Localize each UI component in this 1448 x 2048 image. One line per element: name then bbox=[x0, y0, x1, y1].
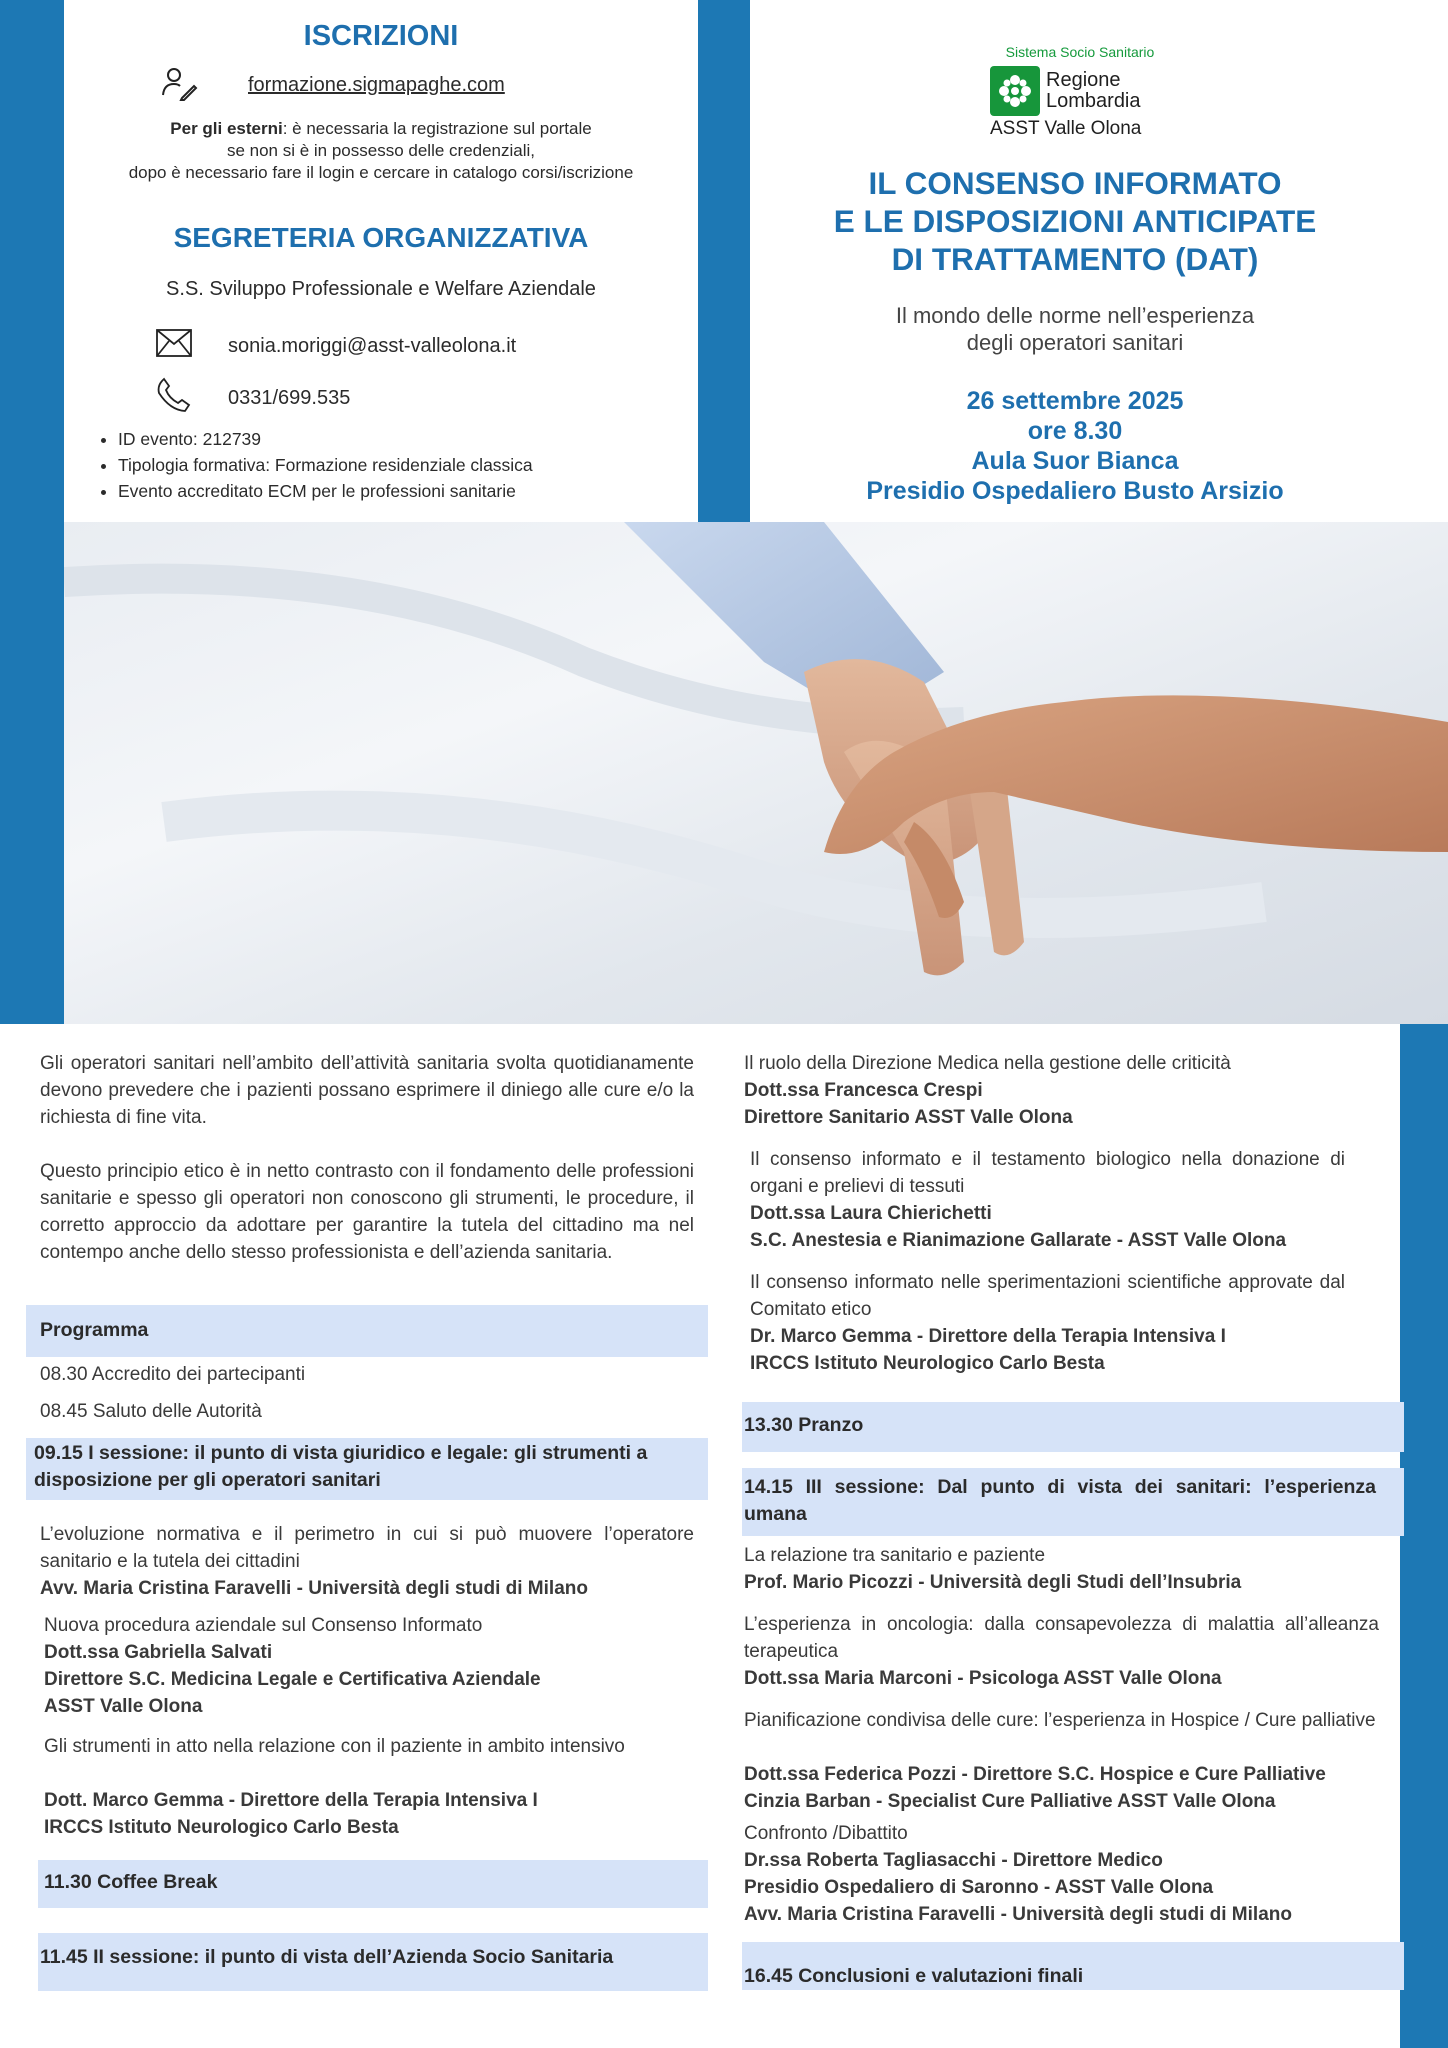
talk-8-speaker: Dott.ssa Maria Marconi - Psicologa ASST Valle Olona bbox=[744, 1668, 1222, 1689]
debate-speaker-2: Presidio Ospedaliero di Saronno - ASST Valle Olona bbox=[744, 1877, 1214, 1898]
event-title-line-3: DI TRATTAMENTO (DAT) bbox=[891, 241, 1259, 277]
segreteria-title: SEGRETERIA ORGANIZZATIVA bbox=[173, 222, 589, 253]
talk-5-speaker-2: S.C. Anestesia e Rianimazione Gallarate - ASST Valle Olona bbox=[750, 1230, 1287, 1251]
talk-7-speaker: Prof. Mario Picozzi - Università degli Studi dell’Insubria bbox=[744, 1572, 1242, 1593]
logo-system-text: Sistema Socio Sanitario bbox=[1005, 44, 1155, 60]
talk-3-speaker-2: IRCCS Istituto Neurologico Carlo Besta bbox=[44, 1817, 399, 1838]
event-info-list bbox=[118, 426, 533, 504]
session-2-title: 11.45 II sessione: il punto di vista dell’Azienda Socio Sanitaria bbox=[40, 1946, 614, 1968]
phone-row bbox=[156, 380, 350, 416]
note-rest: : è necessaria la registrazione sul portale bbox=[282, 119, 592, 138]
note-line-2: se non si è in possesso delle credenziali, bbox=[226, 141, 536, 160]
talk-4-speaker-1: Dott.ssa Francesca Crespi bbox=[744, 1080, 983, 1101]
talk-2-title: Nuova procedura aziendale sul Consenso Informato bbox=[44, 1615, 483, 1636]
talk-6-speaker-1: Dr. Marco Gemma - Direttore della Terapia Intensiva I bbox=[750, 1326, 1226, 1347]
talk-4-title: Il ruolo della Direzione Medica nella gestione delle criticità bbox=[744, 1053, 1231, 1074]
program-heading: Programma bbox=[40, 1319, 149, 1341]
session-3-title: 14.15 III sessione: Dal punto di vista dei sanitari: l’esperienza umana bbox=[744, 1476, 1376, 1525]
talk-9-speaker-1: Dott.ssa Federica Pozzi - Direttore S.C. Hospice e Cure Palliative bbox=[744, 1764, 1326, 1785]
segreteria-unit: S.S. Sviluppo Professionale e Welfare Aziendale bbox=[166, 278, 596, 300]
note-line-3: dopo è necessario fare il login e cercare in catalogo corsi/iscrizione bbox=[128, 163, 634, 182]
note-bold: Per gli esterni bbox=[170, 119, 283, 138]
list-item: • Tipologia formativa: Formazione residenziale classica bbox=[118, 452, 533, 478]
user-edit-icon bbox=[160, 65, 198, 106]
logo-region-line-2: Lombardia bbox=[1046, 90, 1141, 112]
subtitle-line-2: degli operatori sanitari bbox=[966, 330, 1184, 355]
talk-5-title: Il consenso informato e il testamento biologico nella donazione di organi e prelievi di tessuti bbox=[750, 1149, 1345, 1197]
intro-paragraph-2: Questo principio etico è in netto contrasto con il fondamento delle professioni sanitarie e spesso gli operatori non conoscono gli strumenti, le procedure, il corretto approccio da adottare per garantire la tutela del cittadino ma nel contempo anche dello stesso professionista e dell’azienda sanitaria. bbox=[40, 1161, 694, 1263]
talk-5-speaker-1: Dott.ssa Laura Chierichetti bbox=[750, 1203, 992, 1224]
session-1-title: 09.15 I sessione: il punto di vista giuridico e legale: gli strumenti a disposizione per gli operatori sanitari bbox=[34, 1442, 648, 1491]
email-row bbox=[156, 328, 516, 364]
talk-8-title: L’esperienza in oncologia: dalla consapevolezza di malattia all’alleanza terapeutica bbox=[744, 1614, 1379, 1662]
saluto-item: 08.45 Saluto delle Autorità bbox=[40, 1401, 262, 1422]
accredito-item: 08.30 Accredito dei partecipanti bbox=[40, 1364, 306, 1385]
envelope-icon bbox=[156, 329, 192, 363]
middle-blue-bar bbox=[698, 0, 750, 522]
talk-9-speaker-2: Cinzia Barban - Specialist Cure Palliative ASST Valle Olona bbox=[744, 1791, 1276, 1812]
debate-title: Confronto /Dibattito bbox=[744, 1823, 908, 1844]
talk-6-speaker-2: IRCCS Istituto Neurologico Carlo Besta bbox=[750, 1353, 1105, 1374]
talk-7-title: La relazione tra sanitario e paziente bbox=[744, 1545, 1046, 1566]
debate-speaker-3: Avv. Maria Cristina Faravelli - Università degli studi di Milano bbox=[744, 1904, 1292, 1925]
talk-2-speaker-2: Direttore S.C. Medicina Legale e Certificativa Aziendale bbox=[44, 1669, 541, 1690]
list-item: • ID evento: 212739 bbox=[118, 426, 533, 452]
email-link[interactable]: sonia.moriggi@asst-valleolona.it bbox=[228, 334, 517, 357]
intro-paragraph-1: Gli operatori sanitari nell’ambito dell’attività sanitaria svolta quotidianamente devono prevedere che i pazienti possano esprimere il diniego alle cure e/o la richiesta di fine vita. bbox=[40, 1053, 694, 1128]
talk-3-title: Gli strumenti in atto nella relazione con il paziente in ambito intensivo bbox=[44, 1736, 625, 1757]
event-date: 26 settembre 2025 bbox=[966, 387, 1184, 415]
event-details bbox=[750, 386, 1400, 506]
talk-6-title: Il consenso informato nelle sperimentazioni scientifiche approvate dal Comitato etico bbox=[750, 1272, 1345, 1320]
talk-4-speaker-2: Direttore Sanitario ASST Valle Olona bbox=[744, 1107, 1073, 1128]
talk-3-speaker-1: Dott. Marco Gemma - Direttore della Terapia Intensiva I bbox=[44, 1790, 538, 1811]
event-title-line-2: E LE DISPOSIZIONI ANTICIPATE bbox=[833, 203, 1317, 239]
portal-link[interactable]: formazione.sigmapaghe.com bbox=[248, 73, 505, 96]
logo-region-line-1: Regione bbox=[1046, 69, 1121, 91]
registration-note bbox=[64, 118, 698, 184]
event-time: ore 8.30 bbox=[1027, 417, 1123, 445]
regione-flower-icon bbox=[990, 66, 1040, 116]
talk-2-speaker-1: Dott.ssa Gabriella Salvati bbox=[44, 1642, 273, 1663]
left-blue-bar bbox=[0, 0, 64, 1024]
talk-9-title: Pianificazione condivisa delle cure: l’esperienza in Hospice / Cure palliative bbox=[744, 1710, 1376, 1731]
event-title-line-1: IL CONSENSO INFORMATO bbox=[868, 165, 1282, 201]
logo-asst-text: ASST Valle Olona bbox=[990, 118, 1142, 139]
hands-photo bbox=[64, 522, 1448, 1024]
portal-row bbox=[160, 68, 505, 102]
lunch: 13.30 Pranzo bbox=[744, 1414, 864, 1436]
event-room: Aula Suor Bianca bbox=[971, 447, 1179, 475]
event-subtitle bbox=[750, 302, 1400, 356]
regione-lombardia-logo bbox=[990, 44, 1190, 140]
coffee-break: 11.30 Coffee Break bbox=[44, 1871, 218, 1893]
talk-2-speaker-3: ASST Valle Olona bbox=[44, 1696, 203, 1717]
phone-icon bbox=[156, 377, 192, 419]
right-blue-bar bbox=[1400, 1024, 1448, 2048]
talk-1-title: L’evoluzione normativa e il perimetro in cui si può muovere l’operatore sanitario e la tutela dei cittadini bbox=[40, 1524, 694, 1572]
event-title bbox=[750, 164, 1400, 278]
talk-1-speaker: Avv. Maria Cristina Faravelli - Università degli studi di Milano bbox=[40, 1578, 588, 1599]
event-place: Presidio Ospedaliero Busto Arsizio bbox=[866, 477, 1284, 505]
list-item: • Evento accreditato ECM per le professioni sanitarie bbox=[118, 478, 533, 504]
subtitle-line-1: Il mondo delle norme nell’esperienza bbox=[895, 303, 1255, 328]
phone-number: 0331/699.535 bbox=[228, 386, 351, 409]
iscrizioni-title: ISCRIZIONI bbox=[303, 20, 459, 52]
conclusion: 16.45 Conclusioni e valutazioni finali bbox=[744, 1965, 1084, 1987]
debate-speaker-1: Dr.ssa Roberta Tagliasacchi - Direttore Medico bbox=[744, 1850, 1163, 1871]
